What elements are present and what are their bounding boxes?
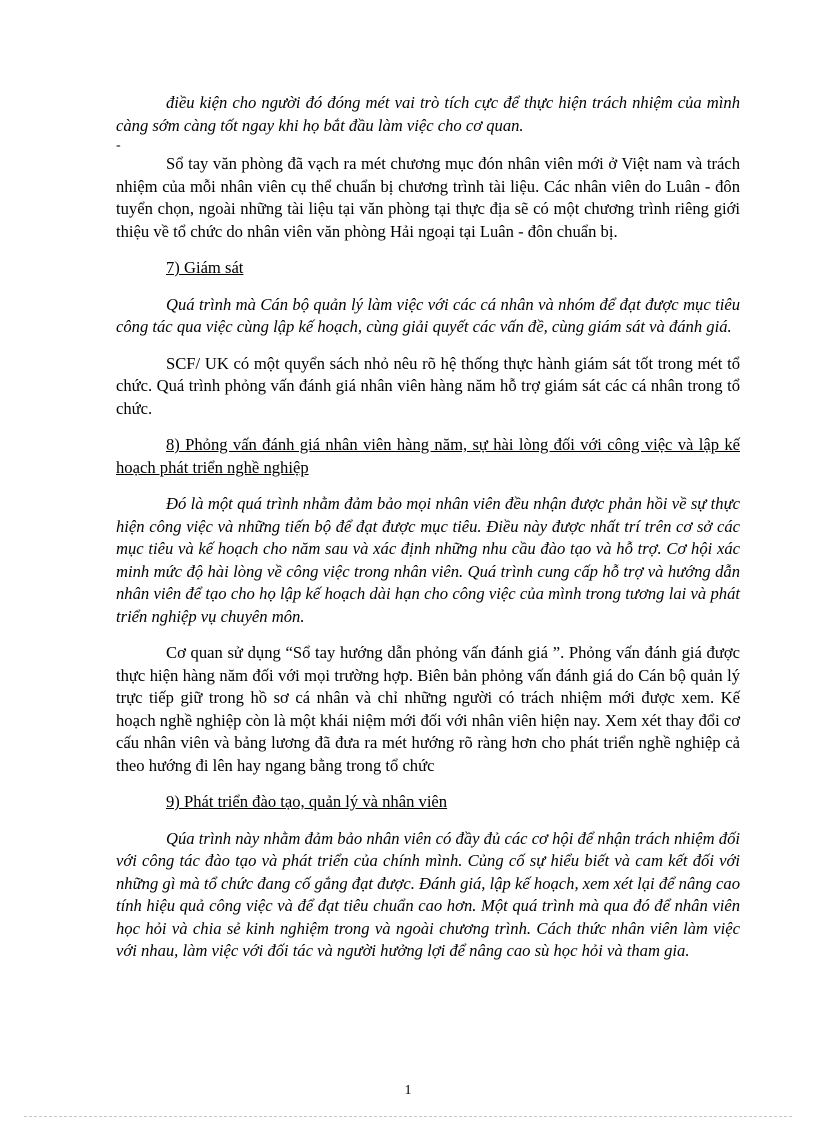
page-number: 1 xyxy=(404,1083,412,1098)
paragraph-supervision-definition: Quá trình mà Cán bộ quản lý làm việc với các cá nhân và nhóm để đạt được mục tiêu công tác qua việc cùng lập kế hoạch, cùng giải quyết các vấn đề, cùng giám sát và đánh giá. xyxy=(116,294,740,336)
document-body xyxy=(116,92,740,963)
heading-appraisal: 8) Phỏng vấn đánh giá nhân viên hàng năm, sự hài lòng đối với công việc và lập kế hoạch phát triển nghề nghiệp xyxy=(116,435,740,477)
paragraph-continuation: điều kiện cho người đó đóng mét vai trò tích cực để thực hiện trách nhiệm của mình càng sớm càng tốt ngay khi họ bắt đầu làm việc cho cơ quan. xyxy=(116,93,740,135)
paragraph-office-handbook: Sổ tay văn phòng đã vạch ra mét chương mục đón nhân viên mới ở Việt nam và trách nhiệm của mỗi nhân viên cụ thể chuẩn bị chương trình tài liệu. Các nhân viên do Luân - đôn tuyển chọn, ngoài những tài liệu tại văn phòng tại thực địa sẽ có một chương trình riêng giới thiệu về tổ chức do nhân viên văn phòng Hải ngoại tại Luân - đôn chuẩn bị. xyxy=(116,154,740,241)
paragraph-appraisal-handbook: Cơ quan sử dụng “Sổ tay hướng dẫn phỏng vấn đánh giá ”. Phỏng vấn đánh giá được thực hiện hàng năm đối với mọi trường hợp. Biên bản phỏng vấn đánh giá do Cán bộ quản lý trực tiếp giữ trong hồ sơ cá nhân và chỉ những người có trách nhiệm mới được xem. Kế hoạch nghề nghiệp còn là một khái niệm mới đối với nhân viên hiện nay. Xem xét thay đổi cơ cấu nhân viên và bảng lương đã đưa ra mét hướng rõ ràng hơn cho phát triển nghề nghiệp cả theo hướng đi lên hay ngang bằng trong tổ chức xyxy=(116,643,740,775)
paragraph-training-definition: Qúa trình này nhằm đảm bảo nhân viên có đầy đủ các cơ hội để nhận trách nhiệm đối với công tác đào tạo và phát triển của chính mình. Củng cố sự hiểu biết và cam kết đối với những gì mà tổ chức đang cố gắng đạt được. Đánh giá, lập kế hoạch, xem xét lại để nâng cao tính hiệu quả công việc và để đạt tiêu chuẩn cao hơn. Một quá trình mà qua đó để nhân viên học hỏi và chia sẻ kinh nghiệm trong và ngoài chương trình. Cách thức nhân viên làm việc với nhau, làm việc với đối tác và người hưởng lợi để nâng cao sù học hỏi và tham gia. xyxy=(116,828,740,960)
paragraph-appraisal-definition: Đó là một quá trình nhằm đảm bảo mọi nhân viên đều nhận được phản hồi về sự thực hiện công việc và những tiến bộ để đạt được mục tiêu. Điều này được nhất trí trên cơ sở các mục tiêu và kế hoạch cho năm sau và xác định những nhu cầu đào tạo và hỗ trợ. Cơ hội xác minh mức độ hài lòng về công việc trong nhân viên. Quá trình cung cấp hỗ trợ và hướng dẫn nhân viên để tạo cho họ lập kế hoạch dài hạn cho công việc của mình trong tương lai và phát triển nghiệp vụ chuyên môn. xyxy=(116,494,740,626)
dash-marker: - xyxy=(116,138,121,153)
page-bottom-divider xyxy=(24,1116,792,1117)
heading-training: 9) Phát triển đào tạo, quản lý và nhân viên xyxy=(166,792,448,811)
paragraph-scf-uk: SCF/ UK có một quyển sách nhỏ nêu rõ hệ thống thực hành giám sát tốt trong mét tổ chức. Quá trình phỏng vấn đánh giá nhân viên hàng năm hỗ trợ giám sát các cá nhân trong tổ chức. xyxy=(116,353,740,418)
heading-supervision: 7) Giám sát xyxy=(166,258,244,277)
